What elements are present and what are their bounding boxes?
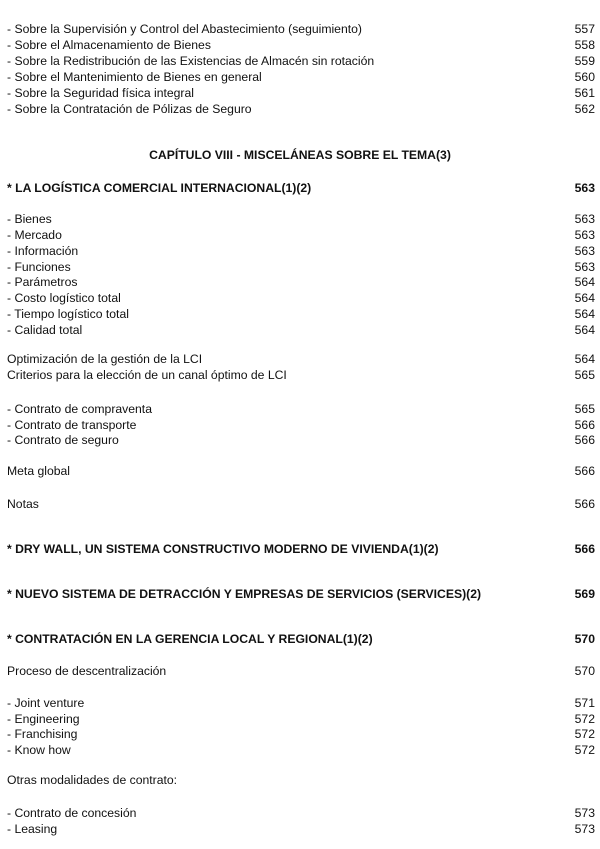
entry-text: - Contrato de concesión bbox=[7, 806, 137, 820]
toc-entry bbox=[7, 323, 595, 338]
toc-entry bbox=[7, 433, 595, 448]
section-heading bbox=[7, 181, 595, 196]
entry-page-number: 573 bbox=[574, 822, 595, 836]
toc-entry bbox=[7, 727, 595, 742]
entry-text: - Sobre la Contratación de Pólizas de Seguro bbox=[7, 102, 252, 116]
entry-text: - Tiempo logístico total bbox=[7, 307, 129, 321]
entry-page-number: 561 bbox=[574, 86, 595, 100]
toc-entry bbox=[7, 352, 595, 367]
toc-entry bbox=[7, 806, 595, 821]
toc-entry bbox=[7, 291, 595, 306]
entry-page-number: 564 bbox=[574, 275, 595, 289]
entry-text: Otras modalidades de contrato: bbox=[7, 773, 178, 787]
section-heading bbox=[7, 632, 595, 647]
entry-page-number: 569 bbox=[574, 587, 595, 601]
toc-entry bbox=[7, 244, 595, 259]
entry-page-number: 566 bbox=[574, 464, 595, 478]
toc-entry bbox=[7, 822, 595, 837]
entry-text: - Calidad total bbox=[7, 323, 83, 337]
entry-page-number: 560 bbox=[574, 70, 595, 84]
toc-entry bbox=[7, 54, 595, 69]
toc-entry bbox=[7, 418, 595, 433]
entry-page-number: 566 bbox=[574, 497, 595, 511]
entry-page-number: 570 bbox=[574, 632, 595, 646]
entry-page-number: 562 bbox=[574, 102, 595, 116]
entry-text: Meta global bbox=[7, 464, 71, 478]
entry-text: - Mercado bbox=[7, 228, 62, 242]
toc-entry bbox=[7, 102, 595, 117]
section-heading bbox=[7, 587, 595, 602]
entry-page-number: 563 bbox=[574, 212, 595, 226]
toc-entry bbox=[7, 743, 595, 758]
entry-page-number: 563 bbox=[574, 181, 595, 195]
entry-page-number: 564 bbox=[574, 323, 595, 337]
entry-page-number: 566 bbox=[574, 433, 595, 447]
toc-entry bbox=[7, 402, 595, 417]
entry-text: * LA LOGÍSTICA COMERCIAL INTERNACIONAL(1)(2) bbox=[7, 181, 312, 195]
entry-text: Proceso de descentralización bbox=[7, 664, 167, 678]
entry-text: - Sobre el Mantenimiento de Bienes en general bbox=[7, 70, 262, 84]
entry-text: - Sobre la Seguridad física integral bbox=[7, 86, 194, 100]
toc-entry bbox=[7, 212, 595, 227]
entry-page-number: 559 bbox=[574, 54, 595, 68]
entry-page-number bbox=[565, 773, 595, 788]
entry-text: - Franchising bbox=[7, 727, 78, 741]
entry-text: * NUEVO SISTEMA DE DETRACCIÓN Y EMPRESAS DE SERVICIOS (SERVICES)(2) bbox=[7, 587, 482, 601]
toc-entry bbox=[7, 38, 595, 53]
entry-page-number: 565 bbox=[574, 402, 595, 416]
entry-text: - Engineering bbox=[7, 712, 80, 726]
entry-text: - Know how bbox=[7, 743, 71, 757]
entry-page-number: 564 bbox=[574, 307, 595, 321]
entry-text: - Información bbox=[7, 244, 79, 258]
chapter-heading: CAPÍTULO VIII - MISCELÁNEAS SOBRE EL TEMA(3) bbox=[149, 148, 451, 162]
entry-text: Notas bbox=[7, 497, 39, 511]
entry-text: Criterios para la elección de un canal óptimo de LCI bbox=[7, 368, 287, 382]
toc-entry bbox=[7, 260, 595, 275]
entry-text: - Sobre el Almacenamiento de Bienes bbox=[7, 38, 211, 52]
entry-text: - Funciones bbox=[7, 260, 71, 274]
entry-page-number: 564 bbox=[574, 291, 595, 305]
toc-entry bbox=[7, 86, 595, 101]
entry-text: Optimización de la gestión de la LCI bbox=[7, 352, 203, 366]
entry-text: - Sobre la Redistribución de las Existencias de Almacén sin rotación bbox=[7, 54, 375, 68]
entry-text: - Contrato de seguro bbox=[7, 433, 119, 447]
section-heading bbox=[7, 542, 595, 557]
entry-page-number: 566 bbox=[574, 418, 595, 432]
toc-entry bbox=[7, 464, 595, 479]
entry-page-number: 571 bbox=[574, 696, 595, 710]
entry-page-number: 563 bbox=[574, 260, 595, 274]
entry-text: - Sobre la Supervisión y Control del Abastecimiento (seguimiento) bbox=[7, 22, 362, 36]
entry-text: - Costo logístico total bbox=[7, 291, 121, 305]
entry-page-number: 557 bbox=[574, 22, 595, 36]
toc-entry bbox=[7, 368, 595, 383]
entry-page-number: 563 bbox=[574, 228, 595, 242]
toc-entry bbox=[7, 228, 595, 243]
entry-page-number: 572 bbox=[574, 727, 595, 741]
entry-page-number: 564 bbox=[574, 352, 595, 366]
entry-text: - Joint venture bbox=[7, 696, 85, 710]
entry-text: * DRY WALL, UN SISTEMA CONSTRUCTIVO MODERNO DE VIVIENDA(1)(2) bbox=[7, 542, 439, 556]
entry-page-number: 572 bbox=[574, 712, 595, 726]
toc-entry bbox=[7, 664, 595, 679]
toc-entry bbox=[7, 70, 595, 85]
entry-text: * CONTRATACIÓN EN LA GERENCIA LOCAL Y REGIONAL(1)(2) bbox=[7, 632, 373, 646]
entry-page-number: 558 bbox=[574, 38, 595, 52]
toc-entry bbox=[7, 275, 595, 290]
entry-text: - Bienes bbox=[7, 212, 52, 226]
entry-text: - Leasing bbox=[7, 822, 58, 836]
entry-text: - Contrato de compraventa bbox=[7, 402, 152, 416]
entry-page-number: 566 bbox=[574, 542, 595, 556]
toc-entry bbox=[7, 307, 595, 322]
entry-text: - Parámetros bbox=[7, 275, 78, 289]
toc-entry bbox=[7, 773, 595, 788]
entry-page-number: 563 bbox=[574, 244, 595, 258]
toc-entry bbox=[7, 712, 595, 727]
entry-page-number: 570 bbox=[574, 664, 595, 678]
entry-page-number: 573 bbox=[574, 806, 595, 820]
toc-entry bbox=[7, 696, 595, 711]
entry-text: - Contrato de transporte bbox=[7, 418, 137, 432]
toc-entry bbox=[7, 22, 595, 37]
entry-page-number: 565 bbox=[574, 368, 595, 382]
toc-entry bbox=[7, 497, 595, 512]
entry-page-number: 572 bbox=[574, 743, 595, 757]
